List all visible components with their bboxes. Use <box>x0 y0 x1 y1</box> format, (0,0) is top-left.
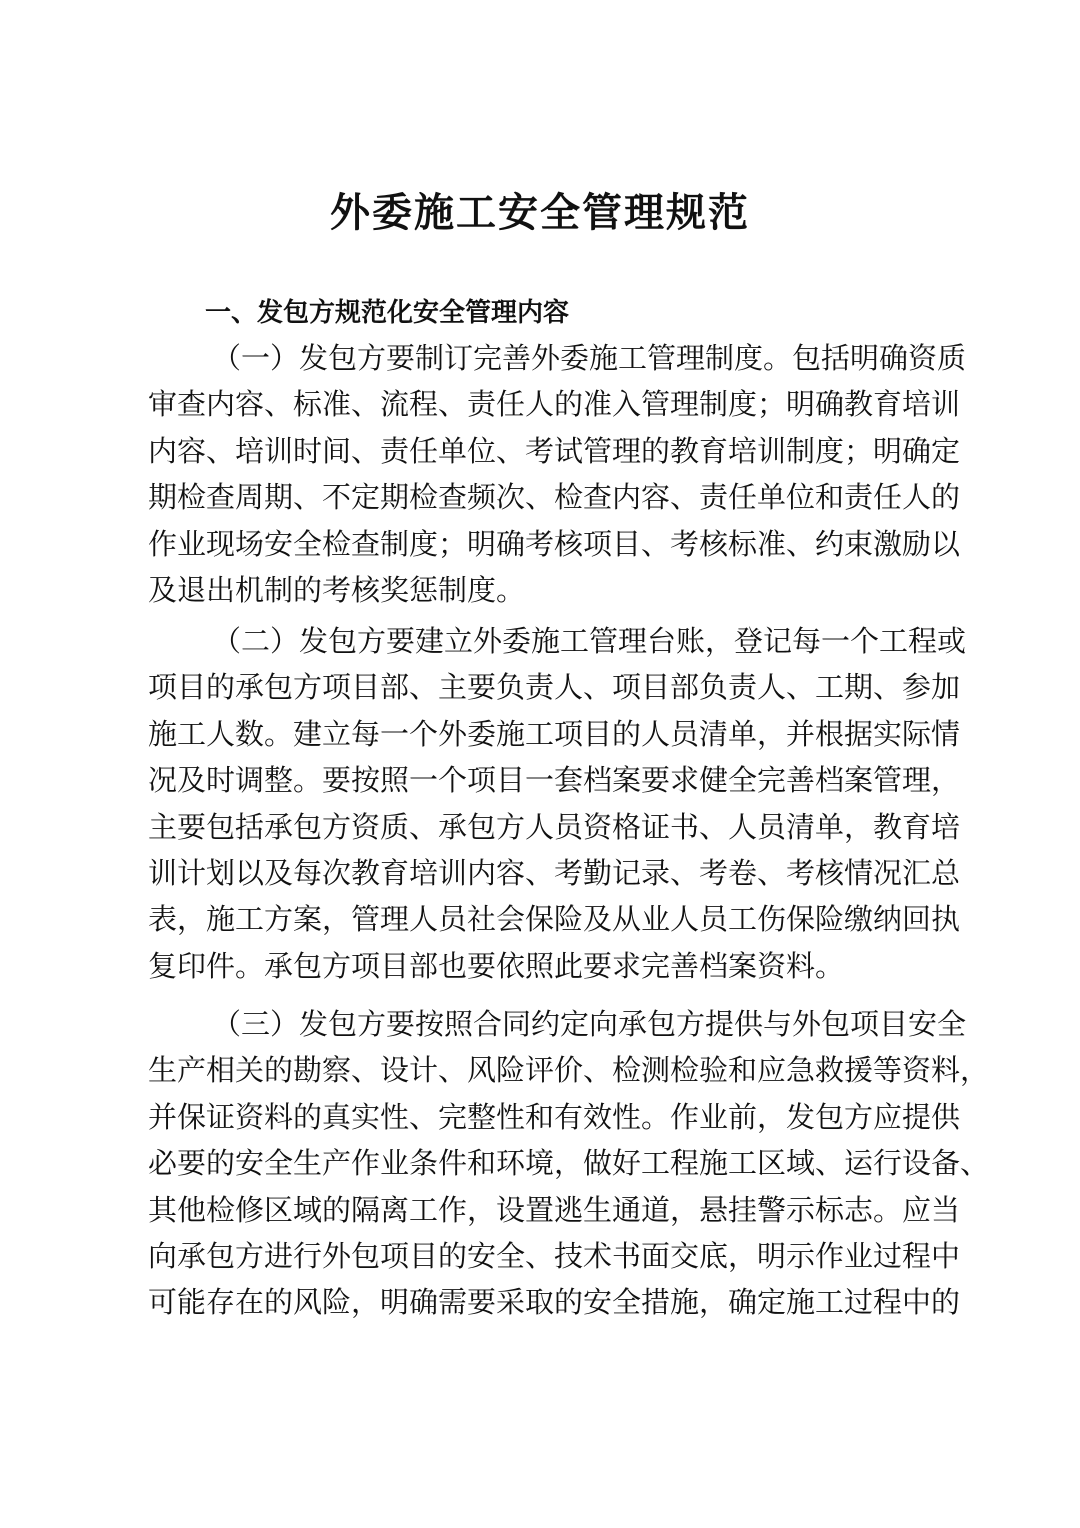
text-line: 向承包方进行外包项目的安全、技术书面交底，明示作业过程中 <box>148 1238 961 1273</box>
text-line: 项目的承包方项目部、主要负责人、项目部负责人、工期、参加 <box>148 670 961 705</box>
text-line: 期检查周期、不定期检查频次、检查内容、责任单位和责任人的 <box>148 480 961 515</box>
text-line: 其他检修区域的隔离工作，设置逃生通道，悬挂警示标志。应当 <box>148 1192 961 1227</box>
document-title: 外委施工安全管理规范 <box>330 189 750 236</box>
text-line: 训计划以及每次教育培训内容、考勤记录、考卷、考核情况汇总 <box>148 855 961 890</box>
text-line: 并保证资料的真实性、完整性和有效性。作业前，发包方应提供 <box>148 1099 961 1134</box>
text-line: 主要包括承包方资质、承包方人员资格证书、人员清单，教育培 <box>148 809 961 844</box>
paragraph-1 <box>148 335 967 613</box>
text-line: 生产相关的勘察、设计、风险评价、检测检验和应急救援等资料， <box>148 1053 990 1088</box>
text-line: （三）发包方要按照合同约定向承包方提供与外包项目安全 <box>212 1007 967 1041</box>
text-line: 况及时调整。要按照一个项目一套档案要求健全完善档案管理， <box>148 763 961 798</box>
text-line: 作业现场安全检查制度；明确考核项目、考核标准、约束激励以 <box>148 526 961 561</box>
text-line: 内容、培训时间、责任单位、考试管理的教育培训制度；明确定 <box>148 433 961 468</box>
text-line: （二）发包方要建立外委施工管理台账，登记每一个工程或 <box>212 624 967 658</box>
text-line: （一）发包方要制订完善外委施工管理制度。包括明确资质 <box>212 341 967 375</box>
text-line: 复印件。承包方项目部也要依照此要求完善档案资料。 <box>148 948 845 983</box>
section-heading: 一、发包方规范化安全管理内容 <box>205 298 570 328</box>
text-line: 表，施工方案，管理人员社会保险及从业人员工伤保险缴纳回执 <box>148 902 961 937</box>
paragraph-2 <box>148 618 967 989</box>
text-line: 必要的安全生产作业条件和环境，做好工程施工区域、运行设备、 <box>148 1146 990 1181</box>
text-line: 施工人数。建立每一个外委施工项目的人员清单，并根据实际情 <box>148 716 961 751</box>
text-line: 及退出机制的考核奖惩制度。 <box>148 572 526 607</box>
text-line: 审查内容、标准、流程、责任人的准入管理制度；明确教育培训 <box>148 387 961 422</box>
paragraph-3 <box>148 1001 990 1326</box>
text-line: 可能存在的风险，明确需要采取的安全措施，确定施工过程中的 <box>148 1285 961 1320</box>
